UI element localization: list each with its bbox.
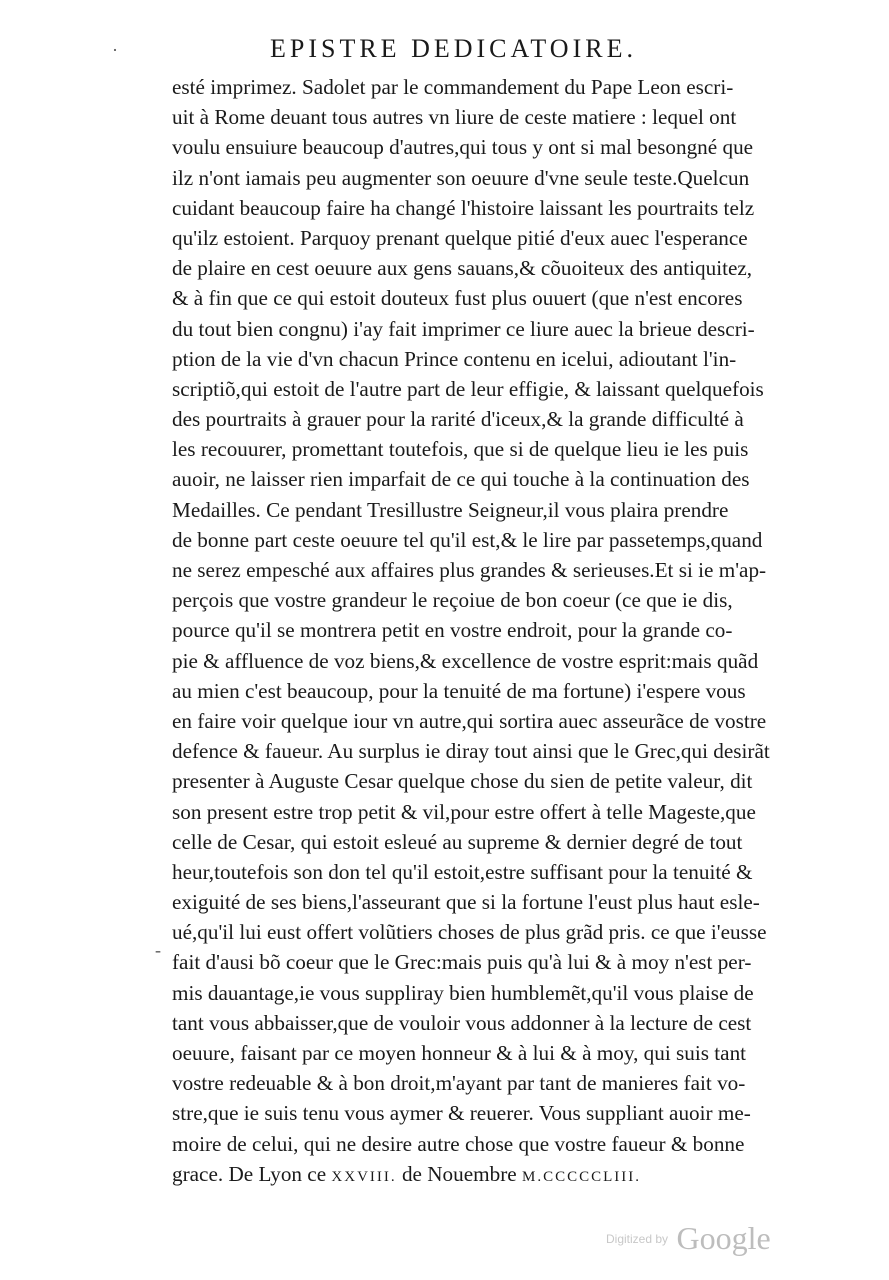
text-line: presenter à Auguste Cesar quelque chose du sien de petite valeur, dit bbox=[172, 769, 753, 794]
page-speck: - bbox=[155, 940, 161, 960]
text-line: pie & affluence de voz biens,& excellence de vostre esprit:mais quãd bbox=[172, 648, 759, 673]
text-line: tant vous abbaisser,que de vouloir vous addonner à la lecture de cest bbox=[172, 1010, 752, 1035]
text-line: uit à Rome deuant tous autres vn liure de ceste matiere : lequel ont bbox=[172, 105, 737, 130]
text-line: fait d'ausi bõ coeur que le Grec:mais puis qu'à lui & à moy n'est per- bbox=[172, 950, 752, 975]
text-line: moire de celui, qui ne desire autre chose que vostre faueur & bonne bbox=[172, 1131, 745, 1156]
closing-day: XXVIII. bbox=[331, 1168, 397, 1185]
text-line: exiguité de ses biens,l'asseurant que si la fortune l'eust plus haut esle- bbox=[172, 890, 760, 915]
text-line: vostre redeuable & à bon droit,m'ayant par tant de manieres fait vo- bbox=[172, 1071, 746, 1096]
text-line: Medailles. Ce pendant Tresillustre Seigneur,il vous plaira prendre bbox=[172, 497, 729, 522]
text-line: celle de Cesar, qui estoit esleué au supreme & dernier degré de tout bbox=[172, 829, 743, 854]
text-line: des pourtraits à grauer pour la rarité d'iceux,& la grande difficulté à bbox=[172, 407, 744, 432]
text-line: stre,que ie suis tenu vous aymer & reuerer. Vous suppliant auoir me- bbox=[172, 1101, 751, 1126]
dedication-text bbox=[172, 72, 812, 1189]
text-line: ne serez empesché aux affaires plus grandes & serieuses.Et si ie m'ap- bbox=[172, 558, 767, 582]
text-line: heur,toutefois son don tel qu'il estoit,estre suffisant pour la tenuité & bbox=[172, 859, 753, 884]
text-line: ué,qu'il lui eust offert volũtiers choses de plus grãd pris. ce que i'eusse bbox=[172, 920, 767, 945]
text-line: son present estre trop petit & vil,pour estre offert à telle Mageste,que bbox=[172, 799, 756, 824]
closing-line bbox=[172, 1159, 812, 1189]
text-line: ption de la vie d'vn chacun Prince contenu en icelui, adioutant l'in- bbox=[172, 346, 737, 371]
text-line: du tout bien congnu) i'ay fait imprimer ce liure auec la brieue descri- bbox=[172, 316, 755, 341]
text-line: esté imprimez. Sadolet par le commandement du Pape Leon escri- bbox=[172, 75, 734, 99]
google-logo: Google bbox=[676, 1220, 771, 1256]
page-speck: · bbox=[112, 40, 118, 60]
text-line: oeuure, faisant par ce moyen honneur & à lui & à moy, qui suis tant bbox=[172, 1041, 747, 1065]
digitized-by-label: Digitized by bbox=[606, 1231, 669, 1246]
text-line: de bonne part ceste oeuure tel qu'il est,& le lire par passetemps,quand bbox=[172, 527, 763, 552]
text-line: qu'ilz estoient. Parquoy prenant quelque pitié d'eux auec l'esperance bbox=[172, 225, 748, 250]
text-line: au mien c'est beaucoup, pour la tenuité de ma fortune) i'espere vous bbox=[172, 678, 746, 703]
running-title: EPISTRE DEDICATOIRE. bbox=[270, 34, 637, 63]
closing-month: de Nouembre bbox=[401, 1161, 517, 1186]
text-line: scriptiõ,qui estoit de l'autre part de leur effigie, & laissant quelquefois bbox=[172, 376, 764, 401]
text-line: mis dauantage,ie vous suppliray bien humblemẽt,qu'il vous plaise de bbox=[172, 980, 754, 1005]
text-line: les recouurer, promettant toutefois, que si de quelque lieu ie les puis bbox=[172, 437, 749, 462]
closing-year: M.CCCCCLIII. bbox=[521, 1168, 641, 1185]
text-line: de plaire en cest oeuure aux gens sauans,& cõuoiteux des antiquitez, bbox=[172, 256, 753, 281]
text-line: perçois que vostre grandeur le reçoiue de bon coeur (ce que ie dis, bbox=[172, 588, 733, 613]
text-line: defence & faueur. Au surplus ie diray tout ainsi que le Grec,qui desirãt bbox=[172, 739, 770, 764]
text-line: pource qu'il se montrera petit en vostre endroit, pour la grande co- bbox=[172, 618, 733, 643]
text-line: & à fin que ce qui estoit douteux fust plus ouuert (que n'est encores bbox=[172, 286, 743, 311]
text-line: auoir, ne laisser rien imparfait de ce qui touche à la continuation des bbox=[172, 467, 750, 492]
text-line: ilz n'ont iamais peu augmenter son oeuure d'vne seule teste.Quelcun bbox=[172, 165, 750, 190]
text-line: en faire voir quelque iour vn autre,qui sortira auec asseurãce de vostre bbox=[172, 708, 767, 733]
text-line: voulu ensuiure beaucoup d'autres,qui tous y ont si mal besongné que bbox=[172, 135, 754, 160]
closing-text: grace. De Lyon ce bbox=[172, 1161, 327, 1186]
text-line: cuidant beaucoup faire ha changé l'histoire laissant les pourtraits telz bbox=[172, 195, 755, 220]
digitized-watermark bbox=[606, 1220, 771, 1257]
